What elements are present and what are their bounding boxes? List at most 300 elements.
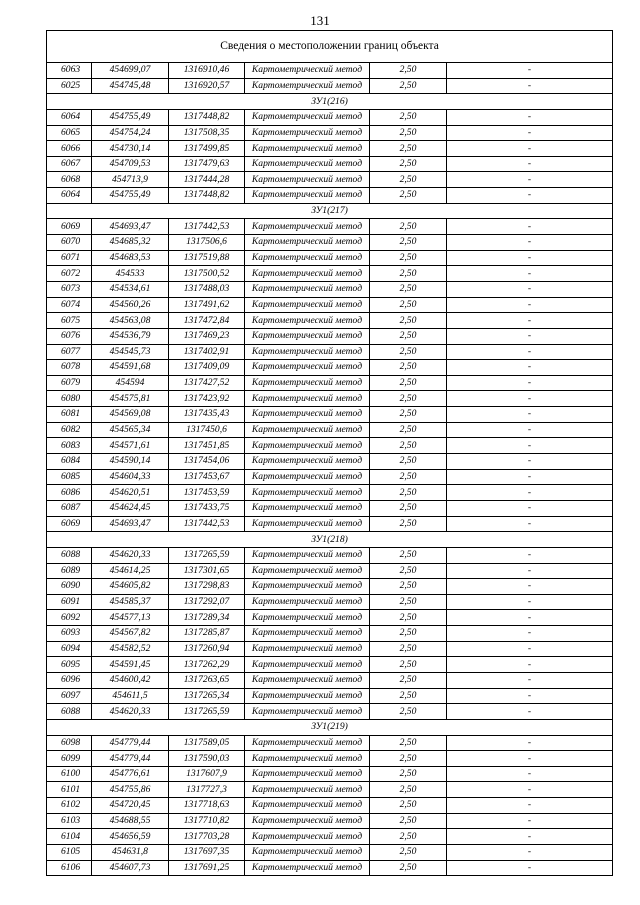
point-number-cell: 6025 xyxy=(47,78,92,94)
y-coordinate-cell: 1317263,65 xyxy=(169,672,245,688)
table-row xyxy=(47,610,613,626)
table-row xyxy=(47,141,613,157)
x-coordinate-cell: 454779,44 xyxy=(92,735,169,751)
point-number-cell: 6093 xyxy=(47,626,92,642)
accuracy-cell: 2,50 xyxy=(370,391,447,407)
description-cell: - xyxy=(447,172,613,188)
x-coordinate-cell: 454575,81 xyxy=(92,391,169,407)
accuracy-cell: 2,50 xyxy=(370,172,447,188)
method-cell: Картометрический метод xyxy=(245,422,370,438)
method-cell: Картометрический метод xyxy=(245,219,370,235)
point-number-cell: 6080 xyxy=(47,391,92,407)
point-number-cell: 6063 xyxy=(47,63,92,79)
y-coordinate-cell: 1317589,05 xyxy=(169,735,245,751)
section-label: ЗУ1(219) xyxy=(47,719,613,735)
x-coordinate-cell: 454656,59 xyxy=(92,829,169,845)
x-coordinate-cell: 454713,9 xyxy=(92,172,169,188)
description-cell: - xyxy=(447,235,613,251)
method-cell: Картометрический метод xyxy=(245,641,370,657)
point-number-cell: 6066 xyxy=(47,141,92,157)
y-coordinate-cell: 1317607,9 xyxy=(169,766,245,782)
point-number-cell: 6065 xyxy=(47,125,92,141)
description-cell: - xyxy=(447,672,613,688)
accuracy-cell: 2,50 xyxy=(370,188,447,204)
x-coordinate-cell: 454591,68 xyxy=(92,360,169,376)
y-coordinate-cell: 1317519,88 xyxy=(169,250,245,266)
method-cell: Картометрический метод xyxy=(245,344,370,360)
table-row xyxy=(47,845,613,861)
table-row xyxy=(47,109,613,125)
point-number-cell: 6104 xyxy=(47,829,92,845)
point-number-cell: 6070 xyxy=(47,235,92,251)
accuracy-cell: 2,50 xyxy=(370,485,447,501)
description-cell: - xyxy=(447,297,613,313)
x-coordinate-cell: 454730,14 xyxy=(92,141,169,157)
y-coordinate-cell: 1317450,6 xyxy=(169,422,245,438)
table-row xyxy=(47,297,613,313)
point-number-cell: 6067 xyxy=(47,156,92,172)
point-number-cell: 6088 xyxy=(47,704,92,720)
description-cell: - xyxy=(447,547,613,563)
section-header-row xyxy=(47,203,613,219)
accuracy-cell: 2,50 xyxy=(370,751,447,767)
accuracy-cell: 2,50 xyxy=(370,782,447,798)
description-cell: - xyxy=(447,782,613,798)
y-coordinate-cell: 1317448,82 xyxy=(169,188,245,204)
description-cell: - xyxy=(447,281,613,297)
accuracy-cell: 2,50 xyxy=(370,407,447,423)
description-cell: - xyxy=(447,641,613,657)
accuracy-cell: 2,50 xyxy=(370,626,447,642)
table-row xyxy=(47,391,613,407)
accuracy-cell: 2,50 xyxy=(370,594,447,610)
x-coordinate-cell: 454582,52 xyxy=(92,641,169,657)
table-row xyxy=(47,78,613,94)
accuracy-cell: 2,50 xyxy=(370,141,447,157)
y-coordinate-cell: 1317444,28 xyxy=(169,172,245,188)
point-number-cell: 6094 xyxy=(47,641,92,657)
table-row xyxy=(47,328,613,344)
method-cell: Картометрический метод xyxy=(245,751,370,767)
description-cell: - xyxy=(447,485,613,501)
point-number-cell: 6064 xyxy=(47,109,92,125)
table-row xyxy=(47,594,613,610)
point-number-cell: 6071 xyxy=(47,250,92,266)
y-coordinate-cell: 1317442,53 xyxy=(169,219,245,235)
accuracy-cell: 2,50 xyxy=(370,579,447,595)
x-coordinate-cell: 454591,45 xyxy=(92,657,169,673)
table-row xyxy=(47,219,613,235)
accuracy-cell: 2,50 xyxy=(370,281,447,297)
y-coordinate-cell: 1317472,84 xyxy=(169,313,245,329)
method-cell: Картометрический метод xyxy=(245,485,370,501)
accuracy-cell: 2,50 xyxy=(370,297,447,313)
method-cell: Картометрический метод xyxy=(245,500,370,516)
accuracy-cell: 2,50 xyxy=(370,438,447,454)
y-coordinate-cell: 1317718,63 xyxy=(169,798,245,814)
point-number-cell: 6103 xyxy=(47,813,92,829)
accuracy-cell: 2,50 xyxy=(370,360,447,376)
method-cell: Картометрический метод xyxy=(245,63,370,79)
point-number-cell: 6101 xyxy=(47,782,92,798)
accuracy-cell: 2,50 xyxy=(370,250,447,266)
accuracy-cell: 2,50 xyxy=(370,235,447,251)
table-row xyxy=(47,485,613,501)
table-row xyxy=(47,63,613,79)
point-number-cell: 6069 xyxy=(47,516,92,532)
description-cell: - xyxy=(447,266,613,282)
point-number-cell: 6095 xyxy=(47,657,92,673)
x-coordinate-cell: 454683,53 xyxy=(92,250,169,266)
section-header-row xyxy=(47,719,613,735)
method-cell: Картометрический метод xyxy=(245,188,370,204)
y-coordinate-cell: 1317262,29 xyxy=(169,657,245,673)
point-number-cell: 6076 xyxy=(47,328,92,344)
method-cell: Картометрический метод xyxy=(245,798,370,814)
method-cell: Картометрический метод xyxy=(245,78,370,94)
accuracy-cell: 2,50 xyxy=(370,845,447,861)
x-coordinate-cell: 454754,24 xyxy=(92,125,169,141)
description-cell: - xyxy=(447,109,613,125)
table-row xyxy=(47,813,613,829)
x-coordinate-cell: 454567,82 xyxy=(92,626,169,642)
table-row xyxy=(47,125,613,141)
point-number-cell: 6096 xyxy=(47,672,92,688)
table-row xyxy=(47,579,613,595)
y-coordinate-cell: 1317727,3 xyxy=(169,782,245,798)
y-coordinate-cell: 1317703,28 xyxy=(169,829,245,845)
method-cell: Картометрический метод xyxy=(245,438,370,454)
table-row xyxy=(47,547,613,563)
point-number-cell: 6092 xyxy=(47,610,92,626)
point-number-cell: 6090 xyxy=(47,579,92,595)
table-row xyxy=(47,798,613,814)
table-row xyxy=(47,313,613,329)
x-coordinate-cell: 454604,33 xyxy=(92,469,169,485)
accuracy-cell: 2,50 xyxy=(370,688,447,704)
accuracy-cell: 2,50 xyxy=(370,766,447,782)
accuracy-cell: 2,50 xyxy=(370,63,447,79)
method-cell: Картометрический метод xyxy=(245,281,370,297)
point-number-cell: 6075 xyxy=(47,313,92,329)
point-number-cell: 6098 xyxy=(47,735,92,751)
x-coordinate-cell: 454577,13 xyxy=(92,610,169,626)
x-coordinate-cell: 454611,5 xyxy=(92,688,169,704)
x-coordinate-cell: 454545,73 xyxy=(92,344,169,360)
description-cell: - xyxy=(447,219,613,235)
y-coordinate-cell: 1317453,59 xyxy=(169,485,245,501)
accuracy-cell: 2,50 xyxy=(370,563,447,579)
description-cell: - xyxy=(447,156,613,172)
accuracy-cell: 2,50 xyxy=(370,313,447,329)
point-number-cell: 6081 xyxy=(47,407,92,423)
method-cell: Картометрический метод xyxy=(245,688,370,704)
y-coordinate-cell: 1317469,23 xyxy=(169,328,245,344)
x-coordinate-cell: 454620,51 xyxy=(92,485,169,501)
method-cell: Картометрический метод xyxy=(245,360,370,376)
method-cell: Картометрический метод xyxy=(245,579,370,595)
y-coordinate-cell: 1317442,53 xyxy=(169,516,245,532)
method-cell: Картометрический метод xyxy=(245,813,370,829)
method-cell: Картометрический метод xyxy=(245,375,370,391)
point-number-cell: 6078 xyxy=(47,360,92,376)
point-number-cell: 6073 xyxy=(47,281,92,297)
accuracy-cell: 2,50 xyxy=(370,454,447,470)
table-row xyxy=(47,735,613,751)
point-number-cell: 6083 xyxy=(47,438,92,454)
y-coordinate-cell: 1317260,94 xyxy=(169,641,245,657)
description-cell: - xyxy=(447,125,613,141)
point-number-cell: 6082 xyxy=(47,422,92,438)
method-cell: Картометрический метод xyxy=(245,735,370,751)
table-row xyxy=(47,188,613,204)
method-cell: Картометрический метод xyxy=(245,266,370,282)
table-row xyxy=(47,672,613,688)
description-cell: - xyxy=(447,610,613,626)
y-coordinate-cell: 1317435,43 xyxy=(169,407,245,423)
accuracy-cell: 2,50 xyxy=(370,547,447,563)
method-cell: Картометрический метод xyxy=(245,156,370,172)
section-label: ЗУ1(217) xyxy=(47,203,613,219)
x-coordinate-cell: 454565,34 xyxy=(92,422,169,438)
accuracy-cell: 2,50 xyxy=(370,266,447,282)
y-coordinate-cell: 1317506,6 xyxy=(169,235,245,251)
description-cell: - xyxy=(447,766,613,782)
table-row xyxy=(47,688,613,704)
y-coordinate-cell: 1317423,92 xyxy=(169,391,245,407)
method-cell: Картометрический метод xyxy=(245,109,370,125)
accuracy-cell: 2,50 xyxy=(370,109,447,125)
x-coordinate-cell: 454685,32 xyxy=(92,235,169,251)
description-cell: - xyxy=(447,657,613,673)
point-number-cell: 6084 xyxy=(47,454,92,470)
accuracy-cell: 2,50 xyxy=(370,860,447,876)
method-cell: Картометрический метод xyxy=(245,594,370,610)
description-cell: - xyxy=(447,78,613,94)
accuracy-cell: 2,50 xyxy=(370,813,447,829)
y-coordinate-cell: 1317454,06 xyxy=(169,454,245,470)
x-coordinate-cell: 454745,48 xyxy=(92,78,169,94)
table-row xyxy=(47,563,613,579)
y-coordinate-cell: 1317453,67 xyxy=(169,469,245,485)
accuracy-cell: 2,50 xyxy=(370,219,447,235)
accuracy-cell: 2,50 xyxy=(370,125,447,141)
description-cell: - xyxy=(447,454,613,470)
point-number-cell: 6089 xyxy=(47,563,92,579)
x-coordinate-cell: 454755,86 xyxy=(92,782,169,798)
accuracy-cell: 2,50 xyxy=(370,375,447,391)
y-coordinate-cell: 1317697,35 xyxy=(169,845,245,861)
description-cell: - xyxy=(447,829,613,845)
point-number-cell: 6077 xyxy=(47,344,92,360)
description-cell: - xyxy=(447,391,613,407)
section-header-row xyxy=(47,532,613,548)
method-cell: Картометрический метод xyxy=(245,563,370,579)
table-row xyxy=(47,704,613,720)
description-cell: - xyxy=(447,516,613,532)
y-coordinate-cell: 1317691,25 xyxy=(169,860,245,876)
method-cell: Картометрический метод xyxy=(245,407,370,423)
method-cell: Картометрический метод xyxy=(245,672,370,688)
table-row xyxy=(47,235,613,251)
method-cell: Картометрический метод xyxy=(245,845,370,861)
table-row xyxy=(47,782,613,798)
table-row xyxy=(47,500,613,516)
method-cell: Картометрический метод xyxy=(245,610,370,626)
description-cell: - xyxy=(447,344,613,360)
y-coordinate-cell: 1316920,57 xyxy=(169,78,245,94)
description-cell: - xyxy=(447,469,613,485)
description-cell: - xyxy=(447,438,613,454)
y-coordinate-cell: 1316910,46 xyxy=(169,63,245,79)
method-cell: Картометрический метод xyxy=(245,141,370,157)
method-cell: Картометрический метод xyxy=(245,297,370,313)
x-coordinate-cell: 454590,14 xyxy=(92,454,169,470)
page-number: 131 xyxy=(310,13,330,28)
y-coordinate-cell: 1317409,09 xyxy=(169,360,245,376)
x-coordinate-cell: 454560,26 xyxy=(92,297,169,313)
method-cell: Картометрический метод xyxy=(245,313,370,329)
y-coordinate-cell: 1317289,34 xyxy=(169,610,245,626)
accuracy-cell: 2,50 xyxy=(370,422,447,438)
accuracy-cell: 2,50 xyxy=(370,798,447,814)
y-coordinate-cell: 1317265,59 xyxy=(169,547,245,563)
x-coordinate-cell: 454779,44 xyxy=(92,751,169,767)
x-coordinate-cell: 454688,55 xyxy=(92,813,169,829)
description-cell: - xyxy=(447,63,613,79)
accuracy-cell: 2,50 xyxy=(370,344,447,360)
x-coordinate-cell: 454563,08 xyxy=(92,313,169,329)
y-coordinate-cell: 1317479,63 xyxy=(169,156,245,172)
accuracy-cell: 2,50 xyxy=(370,672,447,688)
method-cell: Картометрический метод xyxy=(245,547,370,563)
point-number-cell: 6106 xyxy=(47,860,92,876)
description-cell: - xyxy=(447,688,613,704)
point-number-cell: 6064 xyxy=(47,188,92,204)
table-title: Сведения о местоположении границ объекта xyxy=(47,31,613,63)
method-cell: Картометрический метод xyxy=(245,657,370,673)
accuracy-cell: 2,50 xyxy=(370,328,447,344)
x-coordinate-cell: 454631,8 xyxy=(92,845,169,861)
point-number-cell: 6100 xyxy=(47,766,92,782)
section-label: ЗУ1(216) xyxy=(47,94,613,110)
x-coordinate-cell: 454571,61 xyxy=(92,438,169,454)
x-coordinate-cell: 454720,45 xyxy=(92,798,169,814)
point-number-cell: 6085 xyxy=(47,469,92,485)
description-cell: - xyxy=(447,813,613,829)
x-coordinate-cell: 454699,07 xyxy=(92,63,169,79)
y-coordinate-cell: 1317298,83 xyxy=(169,579,245,595)
y-coordinate-cell: 1317500,52 xyxy=(169,266,245,282)
table-row xyxy=(47,469,613,485)
method-cell: Картометрический метод xyxy=(245,391,370,407)
table-row xyxy=(47,626,613,642)
y-coordinate-cell: 1317402,91 xyxy=(169,344,245,360)
point-number-cell: 6087 xyxy=(47,500,92,516)
description-cell: - xyxy=(447,563,613,579)
description-cell: - xyxy=(447,594,613,610)
table-row xyxy=(47,250,613,266)
section-label: ЗУ1(218) xyxy=(47,532,613,548)
description-cell: - xyxy=(447,860,613,876)
description-cell: - xyxy=(447,141,613,157)
boundary-coordinates-table xyxy=(46,30,613,876)
point-number-cell: 6086 xyxy=(47,485,92,501)
x-coordinate-cell: 454693,47 xyxy=(92,219,169,235)
accuracy-cell: 2,50 xyxy=(370,704,447,720)
x-coordinate-cell: 454534,61 xyxy=(92,281,169,297)
table-row xyxy=(47,751,613,767)
y-coordinate-cell: 1317499,85 xyxy=(169,141,245,157)
accuracy-cell: 2,50 xyxy=(370,469,447,485)
accuracy-cell: 2,50 xyxy=(370,657,447,673)
table-row xyxy=(47,860,613,876)
description-cell: - xyxy=(447,188,613,204)
table-row xyxy=(47,172,613,188)
description-cell: - xyxy=(447,735,613,751)
accuracy-cell: 2,50 xyxy=(370,610,447,626)
y-coordinate-cell: 1317590,03 xyxy=(169,751,245,767)
x-coordinate-cell: 454585,37 xyxy=(92,594,169,610)
table-row xyxy=(47,266,613,282)
description-cell: - xyxy=(447,798,613,814)
y-coordinate-cell: 1317508,35 xyxy=(169,125,245,141)
method-cell: Картометрический метод xyxy=(245,829,370,845)
description-cell: - xyxy=(447,579,613,595)
description-cell: - xyxy=(447,313,613,329)
description-cell: - xyxy=(447,407,613,423)
method-cell: Картометрический метод xyxy=(245,172,370,188)
x-coordinate-cell: 454536,79 xyxy=(92,328,169,344)
point-number-cell: 6102 xyxy=(47,798,92,814)
y-coordinate-cell: 1317448,82 xyxy=(169,109,245,125)
method-cell: Картометрический метод xyxy=(245,782,370,798)
y-coordinate-cell: 1317301,65 xyxy=(169,563,245,579)
method-cell: Картометрический метод xyxy=(245,704,370,720)
point-number-cell: 6097 xyxy=(47,688,92,704)
accuracy-cell: 2,50 xyxy=(370,829,447,845)
method-cell: Картометрический метод xyxy=(245,516,370,532)
section-header-row xyxy=(47,94,613,110)
y-coordinate-cell: 1317488,03 xyxy=(169,281,245,297)
description-cell: - xyxy=(447,422,613,438)
table-row xyxy=(47,454,613,470)
y-coordinate-cell: 1317292,07 xyxy=(169,594,245,610)
x-coordinate-cell: 454614,25 xyxy=(92,563,169,579)
method-cell: Картометрический метод xyxy=(245,328,370,344)
point-number-cell: 6068 xyxy=(47,172,92,188)
method-cell: Картометрический метод xyxy=(245,469,370,485)
table-row xyxy=(47,360,613,376)
point-number-cell: 6091 xyxy=(47,594,92,610)
table-row xyxy=(47,438,613,454)
description-cell: - xyxy=(447,328,613,344)
point-number-cell: 6105 xyxy=(47,845,92,861)
point-number-cell: 6099 xyxy=(47,751,92,767)
description-cell: - xyxy=(447,626,613,642)
x-coordinate-cell: 454569,08 xyxy=(92,407,169,423)
table-row xyxy=(47,641,613,657)
x-coordinate-cell: 454755,49 xyxy=(92,188,169,204)
accuracy-cell: 2,50 xyxy=(370,78,447,94)
description-cell: - xyxy=(447,751,613,767)
accuracy-cell: 2,50 xyxy=(370,641,447,657)
accuracy-cell: 2,50 xyxy=(370,500,447,516)
table-row xyxy=(47,422,613,438)
x-coordinate-cell: 454620,33 xyxy=(92,547,169,563)
table-row xyxy=(47,344,613,360)
table-row xyxy=(47,281,613,297)
